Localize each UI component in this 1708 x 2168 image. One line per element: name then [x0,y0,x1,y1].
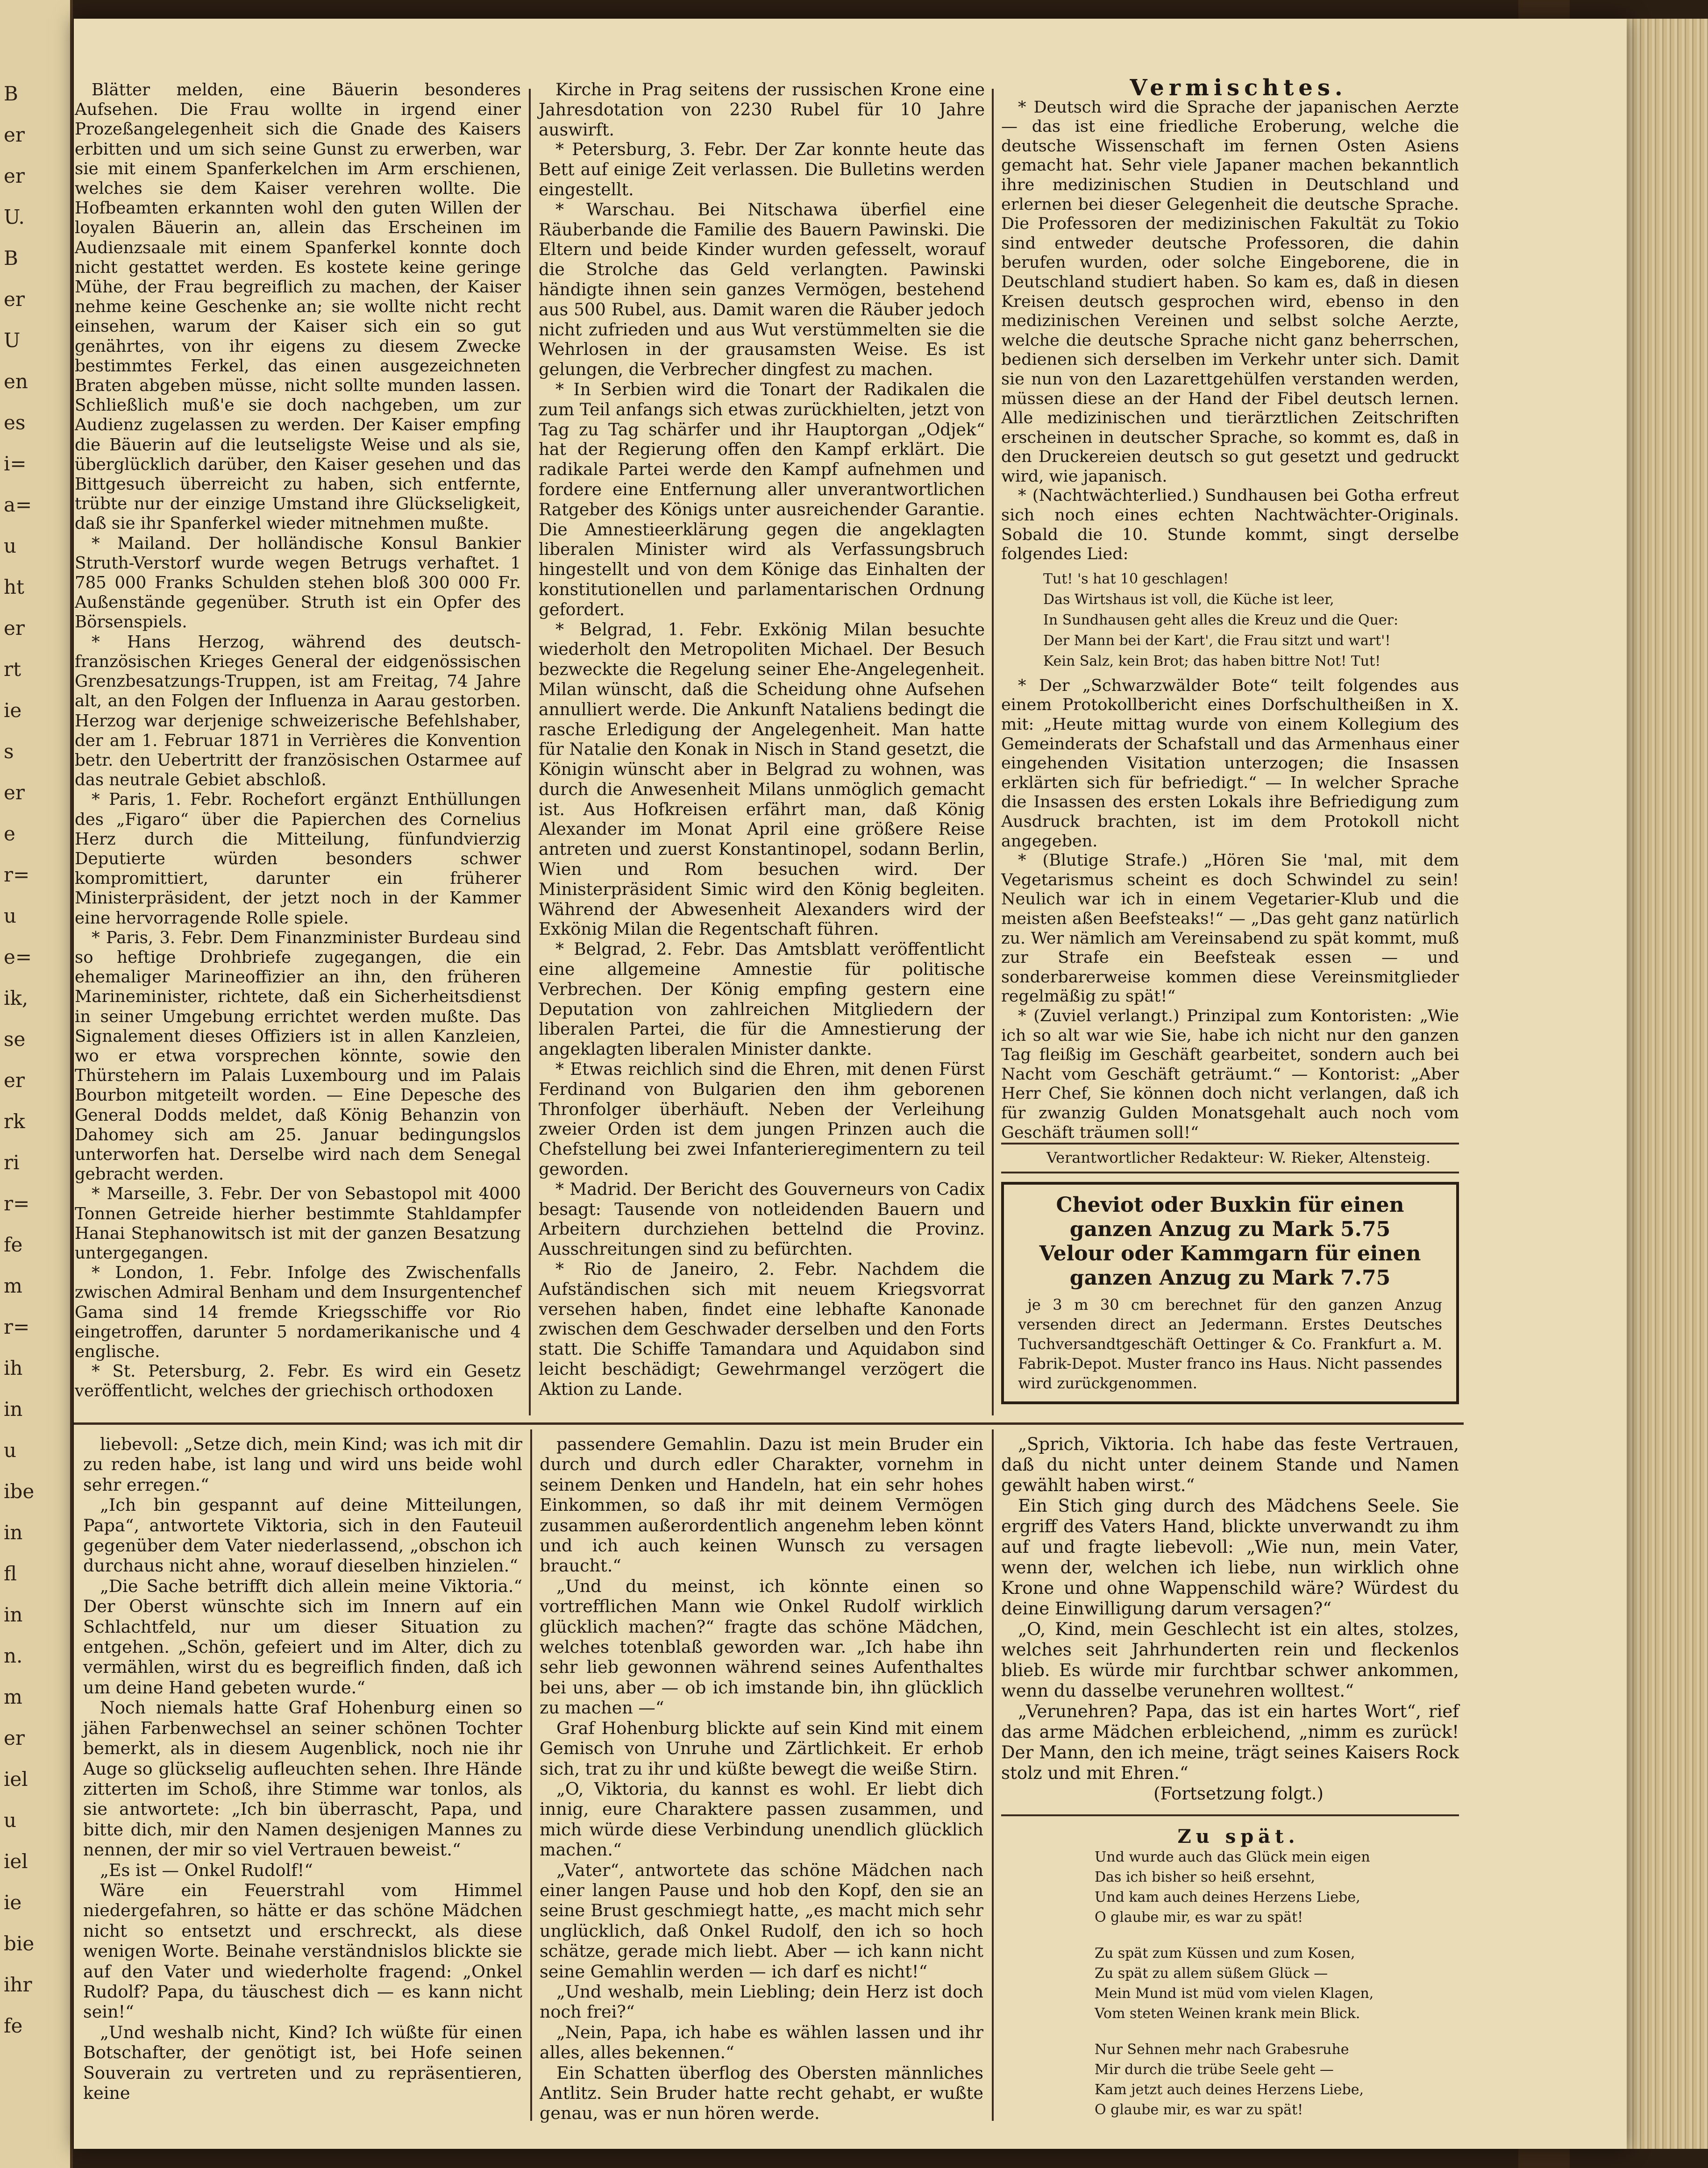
margin-fragment: rk [4,1110,25,1133]
poem-line: O glaube mir, es war zu spät! [1095,2102,1303,2118]
column-divider [992,1429,994,2121]
margin-fragment: er [4,123,25,146]
novel-column-2 [540,1434,983,2124]
margin-fragment: u [4,904,17,927]
paragraph: „Verunehren? Papa, das ist ein hartes Wort“, rief das arme Mädchen erbleichend, „nimm es zurück! Der Mann, den ich meine, trägt seines Kaisers Rock stolz und mit Ehren.“ [1001,1701,1459,1783]
poem-line: Vom steten Weinen krank mein Blick. [1095,2005,1360,2022]
margin-fragment: ri [4,1151,20,1174]
margin-fragment: ie [4,699,22,722]
margin-fragment: bie [4,1932,35,1955]
margin-fragment: er [4,617,25,640]
margin-fragment: fe [4,2014,23,2037]
paragraph: „Und weshalb, mein Liebling; dein Herz ist doch noch frei?“ [540,1981,983,2022]
margin-fragment: u [4,1809,17,1832]
margin-fragment: er [4,781,25,804]
margin-fragment: er [4,1069,25,1092]
night-watchman-poem [1043,569,1459,672]
paragraph: * Madrid. Der Bericht des Gouverneurs von Cadix besagt: Tausende von notleidenden Bauern und Arbeitern durchziehen bettelnd die Provinz. Ausschreitungen sind zu befürchten. [539,1180,985,1259]
poem-line: O glaube mir, es war zu spät! [1095,1909,1303,1926]
poem-line: Zu spät zum Küssen und zum Kosen, [1095,1945,1355,1962]
margin-fragment: ibe [4,1480,35,1503]
paragraph: * (Zuviel verlangt.) Prinzipal zum Kontoristen: „Wie ich so alt war wie Sie, habe ich nicht nur den ganzen Tag fleißig im Geschäft gearbeitet, sondern auch bei Nacht vom Geschäft geträumt.“ — Kontorist: „Aber Herr Chef, Sie können doch nicht verlangen, daß ich für zwanzig Gulden Monatsgehalt auch noch vom Geschäft träumen soll!“ [1001,1006,1459,1142]
margin-fragment: r= [4,1315,30,1338]
poem-stanza [1095,2040,1459,2120]
margin-fragment: ih [4,1357,23,1379]
margin-fragment: fe [4,1233,23,1256]
paragraph: * Belgrad, 1. Febr. Exkönig Milan besuchte wiederholt den Metropoliten Michael. Der Besuch bezweckte die Regelung seiner Ehe-Angelegenheit. Milan wünscht, daß die Scheidung ohne Aufsehen annulliert werde. Die Ankunft Nataliens bedingt die rasche Erledigung der Angelegenheit. Man hatte für Natalie den Konak in Nisch in Stand gesetzt, die Königin wünscht aber in Belgrad zu wohnen, was durch die Anwesenheit Milans unmöglich gemacht ist. Aus Hofkreisen erfährt man, daß König Alexander im Monat April eine größere Reise antreten und zuerst Konstantinopel, sodann Berlin, Wien und Rom besuchen wird. Der Ministerpräsident Simic wird den König begleiten. Während der Abwesenheit Alexanders wird der Exkönig Milan die Regentschaft führen. [539,620,985,939]
margin-fragment: ht [4,576,24,598]
margin-fragment: iel [4,1850,28,1873]
paragraph: „Es ist — Onkel Rudolf!“ [100,1860,313,1880]
margin-fragment: i= [4,452,27,475]
column-divider [530,1429,532,2121]
column-divider [992,89,994,1415]
margin-fragment: B [4,82,18,105]
margin-fragment: es [4,411,26,434]
section-heading: Vermischtes. [1130,75,1347,101]
novel-column-1 [83,1434,522,2103]
margin-fragment: m [4,1685,22,1708]
paragraph: * (Blutige Strafe.) „Hören Sie 'mal, mit dem Vegetarismus scheint es doch Schwindel zu sein! Neulich war ich in einem Vegetarier-Klub und die meisten aßen Beefsteaks!“ — „Das geht ganz natürlich zu. Wer nämlich am Vereinsabend zu spät kommt, muß zur Strafe ein Beefsteak essen — und sonderbarerweise kommen diese Vereinsmitglieder regelmäßig zu spät!“ [1001,851,1459,1006]
margin-fragment: er [4,288,25,311]
margin-fragment: en [4,370,28,393]
column-divider [529,89,531,1415]
poem-line: Nur Sehnen mehr nach Grabesruhe [1095,2041,1349,2058]
paragraph: * In Serbien wird die Tonart der Radikalen die zum Teil anfangs sich etwas zurückhielten, jetzt von Tag zu Tag schärfer und ihr Hauptorgan „Odjek“ hat der Regierung offen den Kampf erklärt. Die radikale Partei werde den Kampf aufnehmen und fordere eine Entfernung aller unverantwortlichen Ratgeber des Königs unter ausreichender Garantie. Die Amnestieerklärung gegen die angeklagten liberalen Minister wird als Verfassungsbruch hingestellt und von dem Könige das Einhalten der konstitutionellen und parlamentarischen Ordnung gefordert. [539,380,985,619]
paragraph: * Mailand. Der holländische Konsul Bankier Struth-Verstorf wurde wegen Betrugs verhaftet. 1 785 000 Franks Schulden stehen bloß 300 000 Fr. Außenstände gegenüber. Struth ist ein Opfer des Börsenspiels. [75,533,521,632]
feuilleton-rule [74,1422,1464,1425]
margin-fragment: iel [4,1768,28,1791]
margin-fragment: er [4,1727,25,1749]
margin-fragment: fl [4,1562,17,1585]
paragraph: „Vater“, antwortete das schöne Mädchen nach einer langen Pause und hob den Kopf, den sie an seine Brust geschmiegt hatte, „es macht mich sehr unglücklich, daß Onkel Rudolf, den ich so hoch schätze, gerade mich liebt. Aber — ich kann nicht seine Gemahlin werden — ich darf es nicht!“ [540,1860,983,1982]
paragraph: * Hans Herzog, während des deutsch-französischen Krieges General der eidgenössischen Grenzbesatzungs-Truppen, ist am Freitag, 74 Jahre alt, an den Folgen der Influenza in Aarau gestorben. Herzog war derjenige schweizerische Befehlshaber, der am 1. Februar 1871 in Verrières die Konvention betr. den Uebertritt der französischen Ostarmee auf das neutrale Gebiet abschloß. [75,632,521,790]
paragraph: * Paris, 1. Febr. Rochefort ergänzt Enthüllungen des „Figaro“ über die Papierchen des Cornelius Herz durch die Mitteilung, fünfundvierzig Deputierte würden besonders schwer kompromittiert, darunter ein früherer Ministerpräsident, der jetzt noch in der Kammer eine hervorragende Rolle spiele. [75,790,521,928]
left-page-edge [0,0,73,2168]
ad-body: je 3 m 30 cm berechnet für den ganzen Anzug versenden direct an Jedermann. Erstes Deutsches Tuchversandtgeschäft Oettinger & Co. Frankfurt a. M. Fabrik-Depot. Muster franco ins Haus. Nicht passendes wird zurückgenommen. [1018,1295,1442,1392]
margin-fragment: ie [4,1891,22,1914]
margin-fragment: er [4,164,25,187]
paragraph: „Und weshalb nicht, Kind? Ich wüßte für einen Botschafter, der genötigt ist, bei Hofe seinen Souverain zu vertreten und zu repräsentieren, keine [83,2022,522,2103]
paragraph: * Warschau. Bei Nitschawa überfiel eine Räuberbande die Familie des Bauern Pawinski. Die Eltern und beide Kinder wurden gefesselt, worauf die Strolche das Geld verlangten. Pawinski händigte ihnen sein ganzes Vermögen, bestehend aus 500 Rubel, aus. Damit waren die Räuber jedoch nicht zufrieden und aus Wut verstümmelten sie die Wehrlosen in der grausamsten Weise. Es ist gelungen, die Verbrecher dingfest zu machen. [539,200,985,380]
margin-fragment: in [4,1521,23,1544]
paragraph: * Deutsch wird die Sprache der japanischen Aerzte — das ist eine friedliche Eroberung, welche die deutsche Wissenschaft im fernen Osten Asiens gemacht hat. Sehr viele Japaner machen bekanntlich ihre medizinischen Studien in Deutschland und erlernen bei dieser Gelegenheit die deutsche Sprache. Die Professoren der medizinischen Fakultät zu Tokio sind entweder deutsche Professoren, die dahin berufen wurden, oder solche Eingeborene, die in Deutschland studiert haben. So kam es, daß in diesen Kreisen deutsch gesprochen wird, ebenso in den medizinischen Vereinen und selbst solche Aerzte, welche die deutsche Sprache nicht ganz beherrschen, bedienen sich derselben im Verkehr unter sich. Damit sie nun von den Lazarettgehülfen verstanden werden, müssen diese an der Hand der Fibel deutsch lernen. Alle medizinischen und tierärztlichen Zeitschriften erscheinen in deutscher Sprache, so kommt es, daß in den Druckereien deutsch so gut gesetzt und gedruckt wird, wie japanisch. [1001,98,1459,486]
poem-stanza [1095,1943,1459,2024]
margin-fragment: s [4,740,14,763]
paragraph: „Sprich, Viktoria. Ich habe das feste Vertrauen, daß du nicht unter deinem Stande und Namen gewählt haben wirst.“ [1001,1434,1459,1495]
paragraph: Wäre ein Feuerstrahl vom Himmel niedergefahren, so hätte er das schöne Mädchen nicht so entsetzt und erschreckt, als diese wenigen Worte. Beinahe verständnislos blickte sie auf den Vater und wiederholte fragend: „Onkel Rudolf? Papa, du täuschest dich — es kann nicht sein!“ [83,1880,522,2022]
poem-zu-spaet [1095,1847,1459,2120]
margin-fragment: rt [4,658,21,681]
margin-fragment: r= [4,1192,30,1215]
paragraph: Kirche in Prag seitens der russischen Krone eine Jahresdotation von 2230 Rubel für 10 Jahre auswirft. [539,80,985,140]
poem-title: Zu spät. [1177,1826,1300,1848]
margin-fragment: in [4,1603,23,1626]
ad-line-2: Velour oder Kammgarn für einen ganzen Anzug zu Mark 7.75 [1039,1241,1421,1290]
advertisement [1001,1182,1459,1404]
column-vermischtes [1001,75,1459,1404]
poem-line: Kein Salz, kein Brot; das haben bittre Not! Tut! [1043,653,1381,669]
paragraph: „Ich bin gespannt auf deine Mitteilungen, Papa“, antwortete Viktoria, sich in den Fauteuil gegenüber dem Vater niederlassend, „obschon ich durchaus nicht ahne, worauf dieselben hinzielen.“ [83,1495,522,1576]
margin-fragment: e [4,822,15,845]
column-news-2 [539,80,985,1400]
poem-line: Der Mann bei der Kart', die Frau sitzt und wart'! [1043,632,1391,649]
margin-fragment: U. [4,206,25,228]
paragraph: * Rio de Janeiro, 2. Febr. Nachdem die Aufständischen sich mit neuem Kriegsvorrat versehen haben, findet eine lebhafte Kanonade zwischen dem Geschwader derselben und den Forts statt. Die Schiffe Tamandara und Aquidabon sind leicht beschädigt; Gewehrmangel verzögert die Aktion zu Lande. [539,1260,985,1399]
paragraph: Ein Stich ging durch des Mädchens Seele. Sie ergriff des Vaters Hand, blickte unverwandt zu ihm auf und fragte liebevoll: „Wie nun, mein Vater, wenn der, welchen ich liebe, nun wirklich ohne Krone und ohne Wappenschild wäre? Würdest du deine Einwilligung darum versagen?“ [1001,1496,1459,1619]
margin-fragment: n. [4,1644,23,1667]
editor-line: Verantwortlicher Redakteur: W. Rieker, Altensteig. [1001,1143,1459,1173]
paragraph: Ein Schatten überflog des Obersten männliches Antlitz. Sein Bruder hatte recht gehabt, er wußte genau, was er nun hören werde. [540,2062,983,2124]
poem-line: Und wurde auch das Glück mein eigen [1095,1849,1370,1865]
poem-line: Zu spät zu allem süßem Glück — [1095,1965,1328,1982]
poem-stanza [1095,1847,1459,1927]
paragraph: Graf Hohenburg blickte auf sein Kind mit einem Gemisch von Unruhe und Zärtlichkeit. Er erhob sich, trat zu ihr und küßte bewegt die weiße Stirn. [540,1718,983,1779]
poem-line: Das ich bisher so heiß ersehnt, [1095,1869,1315,1885]
ad-line-1: Cheviot oder Buxkin für einen ganzen Anzug zu Mark 5.75 [1056,1193,1404,1241]
paragraph: (Fortsetzung folgt.) [1153,1784,1324,1804]
poem-line: Mir durch die trübe Seele geht — [1095,2061,1334,2078]
paragraph: Noch niemals hatte Graf Hohenburg einen so jähen Farbenwechsel an seiner schönen Tochter bemerkt, als in diesem Augenblick, noch nie ihr Auge so glückselig aufleuchten sehen. Ihre Hände zitterten im Schoß, ihre Stimme war tonlos, als sie antwortete: „Ich bin überrascht, Papa, und bitte dich, mir den Namen desjenigen Mannes zu nennen, der mir so viel Vertrauen beweist.“ [83,1698,522,1860]
poem-rule [1001,1814,1459,1816]
paragraph: * Etwas reichlich sind die Ehren, mit denen Fürst Ferdinand von Bulgarien den ihm geborenen Thronfolger überhäuft. Neben der Verleihung zweier Orden ist dem jungen Prinzen auch die Chefstellung bei zwei Infanterieregimentern zu teil geworden. [539,1060,985,1180]
margin-fragment: ik, [4,987,28,1009]
paragraph: „Die Sache betrifft dich allein meine Viktoria.“ Der Oberst wünschte sich im Innern auf ein Schlachtfeld, nur um dieser Situation zu entgehen. „Schön, gefeiert und im Alter, dich zu vermählen, wirst du es begreiflich finden, daß ich um deine Hand gebeten wurde.“ [83,1576,522,1698]
novel-column-3 [1001,1434,1459,2136]
paragraph: * Belgrad, 2. Febr. Das Amtsblatt veröffentlicht eine allgemeine Amnestie für politische Verbrechen. Der König empfing gestern eine Deputation von zahlreichen Mitgliedern der liberalen Partei, die für die Amnestierung der angeklagten liberalen Minister dankte. [539,940,985,1059]
paragraph: * Paris, 3. Febr. Dem Finanzminister Burdeau sind so heftige Drohbriefe zugegangen, die ein ehemaliger Marineoffizier an ihn, den früheren Marineminister, richtete, daß ein Sicherheitsdienst in seiner Umgebung errichtet werden mußte. Das Signalement dieses Offiziers ist in allen Kanzleien, wo er etwa vorsprechen könnte, sowie den Thürstehern im Palais Luxembourg und im Palais Bourbon mitgeteilt worden. — Eine Depesche des General Dodds meldet, daß König Behanzin von Dahomey sich am 25. Januar bedingungslos unterworfen hat. Derselbe wird nach dem Senegal gebracht werden. [75,928,521,1184]
margin-fragment: ihr [4,1973,32,1996]
poem-line: Kam jetzt auch deines Herzens Liebe, [1095,2082,1364,2098]
margin-fragment: se [4,1028,26,1051]
poem-line: Das Wirtshaus ist voll, die Küche ist leer, [1043,591,1334,608]
margin-fragment: e= [4,945,32,968]
poem-line: Tut! 's hat 10 geschlagen! [1043,570,1229,587]
margin-fragment: B [4,247,18,270]
column-news-1 [75,80,521,1401]
paragraph: * Petersburg, 3. Febr. Der Zar konnte heute das Bett auf einige Zeit verlassen. Die Bulletins werden eingestellt. [539,140,985,199]
paragraph: * Marseille, 3. Febr. Der von Sebastopol mit 4000 Tonnen Getreide hierher bestimmte Stahldampfer Hanai Stephanowitsch ist mit der ganzen Besatzung untergegangen. [75,1184,521,1263]
margin-fragment: r= [4,863,30,886]
paragraph: „O, Viktoria, du kannst es wohl. Er liebt dich innig, eure Charaktere passen zusammen, und mich würde diese Verbindung unendlich glücklich machen.“ [540,1778,983,1860]
poem-line: Mein Mund ist müd vom vielen Klagen, [1095,1985,1374,2002]
margin-fragment: u [4,534,17,557]
paragraph: * (Nachtwächterlied.) Sundhausen bei Gotha erfreut sich noch eines echten Nachtwächter-Originals. Sobald die 10. Stunde kommt, singt derselbe folgendes Lied: [1001,486,1459,564]
poem-line: In Sundhausen geht alles die Kreuz und die Quer: [1043,611,1399,628]
margin-fragment: in [4,1398,23,1421]
newspaper-page [74,19,1627,2149]
paragraph: * St. Petersburg, 2. Febr. Es wird ein Gesetz veröffentlicht, welches der griechisch orthodoxen [75,1362,521,1401]
paragraph: * Der „Schwarzwälder Bote“ teilt folgendes aus einem Protokollbericht eines Dorfschultheißen in X. mit: „Heute mittag wurde von einem Kollegium des Gemeinderats der Schafstall und das Armenhaus einer eingehenden Visitation unterzogen; die Insassen erklärten sich für befriedigt.“ — In welcher Sprache die Insassen des ersten Lokals ihre Befriedigung zum Ausdruck brachten, ist im dem Protokoll nicht angegeben. [1001,676,1459,851]
margin-fragment: m [4,1274,22,1297]
paragraph: „Nein, Papa, ich habe es wählen lassen und ihr alles, alles bekennen.“ [540,2022,983,2063]
poem-line: Und kam auch deines Herzens Liebe, [1095,1889,1360,1905]
margin-fragment: u [4,1439,17,1462]
paragraph: „O, Kind, mein Geschlecht ist ein altes, stolzes, welches seit Jahrhunderten rein und fleckenlos blieb. Es würde mir furchtbar schwer ankommen, wenn du dasselbe verunehren wolltest.“ [1001,1619,1459,1701]
paragraph: Blätter melden, eine Bäuerin besonderes Aufsehen. Die Frau wollte in irgend einer Prozeßangelegenheit sich die Gnade des Kaisers erbitten und um sich seine Gunst zu erwerben, war sie mit einem Spanferkelchen im Arm erschienen, welches sie dem Kaiser verehren wollte. Die Hofbeamten erkannten wohl den guten Willen der loyalen Bäuerin an, allein das Erscheinen im Audienzsaale mit einem Spanferkel konnte doch nicht gestattet werden. Es kostete keine geringe Mühe, der Frau begreiflich zu machen, der Kaiser nehme keine Geschenke an; sie wollte nicht recht einsehen, warum der Kaiser sich ein so gut genährtes, von ihr eigens zu diesem Zwecke bestimmtes Ferkel, das einen ausgezeichneten Braten abgeben müsse, nicht sollte munden lassen. Schließlich muß'e sie doch nachgeben, um zur Audienz zugelassen zu werden. Der Kaiser empfing die Bäuerin auf die leutseligste Weise und als sie, überglücklich darüber, den Kaiser gesehen und das Bittgesuch überreicht zu haben, sich entfernte, trübte nur der einzige Umstand ihre Glückseligkeit, daß sie ihr Spanferkel wieder mitnehmen mußte. [75,80,521,533]
paragraph: passendere Gemahlin. Dazu ist mein Bruder ein durch und durch edler Charakter, vornehm in seinem Denken und Handeln, hat ein sehr hohes Einkommen, so daß ihr mit deinem Vermögen zusammen außerordentlich angenehm leben könnt und ich auch keinen Wunsch zu versagen braucht.“ [540,1434,983,1576]
margin-fragment: U [4,329,21,352]
paragraph: * London, 1. Febr. Infolge des Zwischenfalls zwischen Admiral Benham und dem Insurgentenchef Gama sind 14 fremde Kriegsschiffe vor Rio eingetroffen, darunter 5 nordamerikanische und 4 englische. [75,1263,521,1361]
paragraph: liebevoll: „Setze dich, mein Kind; was ich mit dir zu reden habe, ist lang und wird uns beide wohl sehr erregen.“ [83,1434,522,1495]
margin-fragment: a= [4,493,32,516]
paragraph: „Und du meinst, ich könnte einen so vortrefflichen Mann wie Onkel Rudolf wirklich glücklich machen?“ fragte das schöne Mädchen, welches totenblaß geworden war. „Ich habe ihn sehr lieb gewonnen während seines Aufenthaltes bei uns, aber — ob ich imstande bin, ihn glücklich zu machen —“ [540,1576,983,1718]
